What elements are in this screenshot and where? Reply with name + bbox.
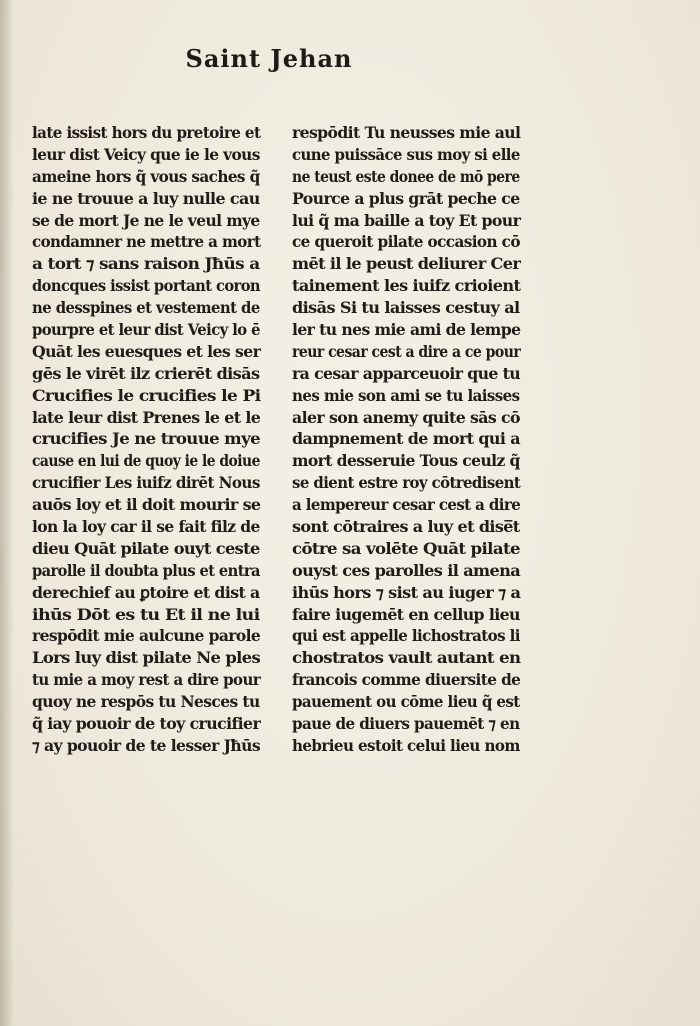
text-line: ouyst ces parolles il amena — [292, 560, 521, 580]
text-line: se de mort Je ne le veul mye — [32, 210, 260, 230]
text-line: gēs le virēt ilz crierēt disās — [32, 363, 260, 383]
text-line: leur dist Veicy que ie le vous — [32, 144, 260, 164]
text-line: ameine hors q̃ vous saches q̃ — [32, 166, 260, 186]
text-line: lon la loy car il se fait filz de — [32, 517, 260, 537]
text-line: ne desspines et vestement de — [32, 298, 260, 318]
text-line: dieu Quāt pilate ouyt ceste — [32, 538, 260, 558]
text-line: parolle il doubta plus et entra — [32, 560, 260, 580]
text-line: ihūs Dōt es tu Et il ne lui — [32, 604, 260, 624]
text-line: Lors luy dist pilate Ne ples — [32, 648, 261, 668]
text-line: lui q̃ ma baille a toy Et pour — [292, 210, 521, 230]
text-line: aler son anemy quite sās cō — [292, 407, 520, 427]
text-line: ler tu nes mie ami de lempe — [292, 320, 521, 340]
text-line: condamner ne mettre a mort — [32, 232, 261, 252]
text-line: nes mie son ami se tu laisses — [292, 385, 520, 405]
text-line: a lempereur cesar cest a dire — [292, 495, 521, 515]
right-text-column — [292, 122, 532, 757]
text-line: doncques issist portant coron — [32, 276, 261, 296]
text-line: ihūs hors ⁊ sist au iuger ⁊ a — [292, 582, 521, 602]
gutter-shadow — [0, 0, 14, 1026]
left-text-column — [32, 122, 272, 757]
text-line: paue de diuers pauemēt ⁊ en — [292, 714, 520, 734]
text-line: cōtre sa volēte Quāt pilate — [292, 538, 520, 558]
text-line: sont cōtraires a luy et dise̅t — [292, 517, 520, 537]
text-line: qui est appelle lichostratos li — [292, 626, 520, 646]
text-line: mēt il le peust deliurer Cer — [292, 254, 521, 274]
text-line: pourpre et leur dist Veicy lo ē — [32, 320, 260, 340]
running-head: Saint Jehan — [185, 44, 353, 73]
text-line: reur cesar cest a dire a ce pour — [292, 341, 521, 361]
text-line: pauement ou cōme lieu q̃ est — [292, 692, 520, 712]
text-line: ⁊ ay pouoir de te lesser Jħūs — [32, 735, 261, 755]
text-line: se dient estre roy cōtredisent — [292, 473, 521, 493]
text-line: Quāt les euesques et les ser — [32, 341, 261, 361]
text-line: crucifies Je ne trouue mye — [32, 429, 260, 449]
text-line: tu mie a moy rest a dire pour — [32, 670, 261, 690]
text-line: disās Si tu laisses cestuy al — [292, 298, 520, 318]
text-line: dampnement de mort qui a — [292, 429, 520, 449]
text-line: quoy ne respōs tu Nesces tu — [32, 692, 260, 712]
text-line: auōs loy et il doit mourir se — [32, 495, 261, 515]
text-line: respōdit mie aulcune parole — [32, 626, 261, 646]
text-line: late issist hors du pretoire et — [32, 123, 261, 142]
text-line: mort desseruie Tous ceulz q̃ — [292, 451, 520, 471]
text-line: respōdit Tu neusses mie aul — [292, 123, 521, 142]
text-line: q̃ iay pouoir de toy crucifier — [32, 714, 261, 734]
text-line: ce queroit pilate occasion cō — [292, 232, 520, 252]
text-line: tainement les iuifz crioient — [292, 276, 521, 296]
text-line: faire iugemēt en cellup lieu — [292, 604, 520, 624]
text-line: late leur dist Prenes le et le — [32, 407, 261, 427]
text-line: francois comme diuersite de — [292, 670, 521, 690]
text-line: hebrieu estoit celui lieu nom — [292, 735, 520, 755]
text-line: derechief au ꝑtoire et dist a — [32, 582, 260, 602]
text-line: cune puissāce sus moy si elle — [292, 144, 520, 164]
text-line: ne teust este donee de mō pere — [292, 166, 520, 186]
text-line: Crucifies le crucifies le Pi — [32, 385, 261, 405]
text-line: chostratos vault autant en — [292, 648, 521, 668]
text-line: ie ne trouue a luy nulle cau — [32, 188, 260, 208]
text-line: cause en lui de quoy ie le doiue — [32, 451, 260, 471]
text-line: a tort ⁊ sans raison Jħūs a — [32, 254, 260, 274]
text-line: ra cesar apparceuoir que tu — [292, 363, 521, 383]
text-line: Pource a plus grāt peche ce — [292, 188, 520, 208]
text-line: crucifier Les iuifz dirēt Nous — [32, 473, 260, 493]
